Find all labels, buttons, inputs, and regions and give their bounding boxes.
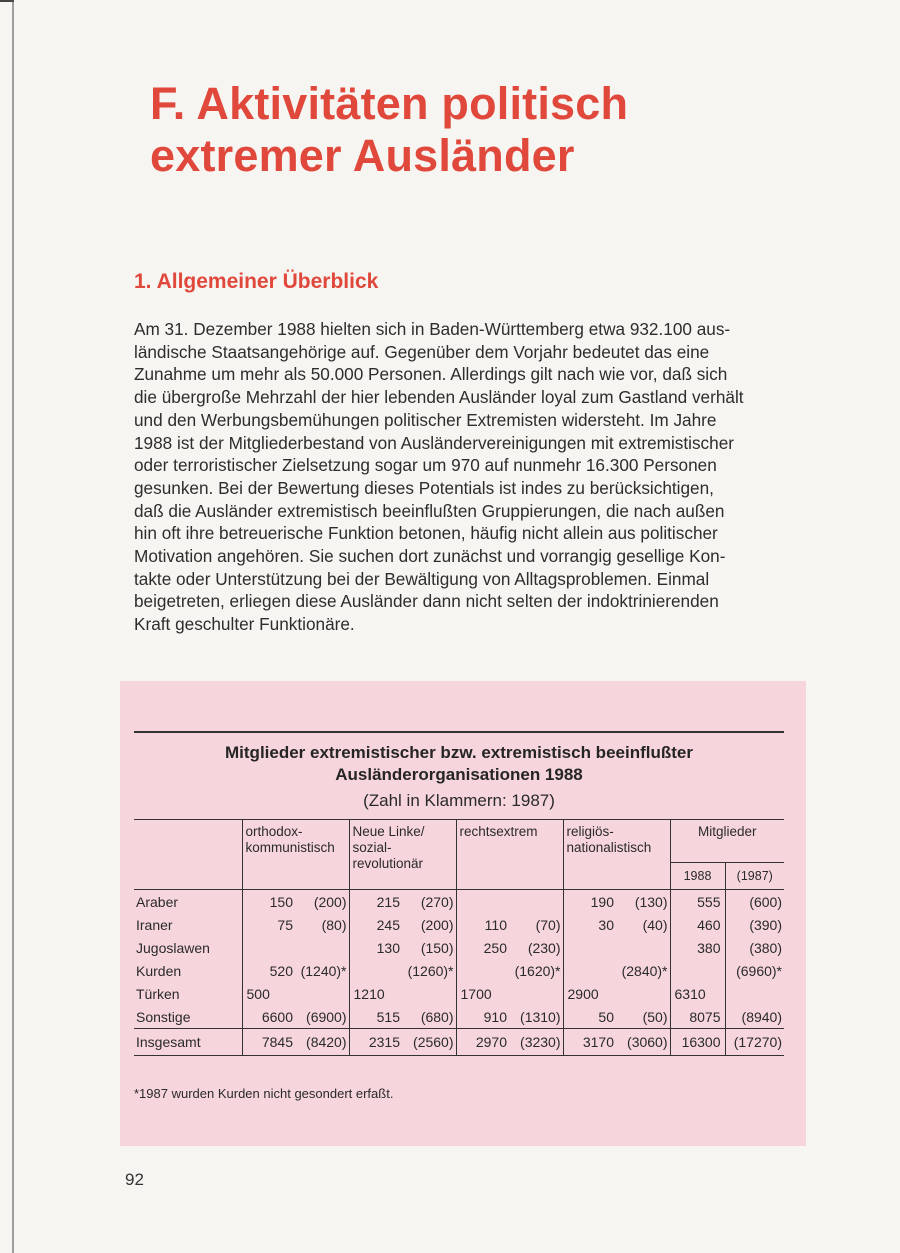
cell <box>725 982 784 1005</box>
cell: 2315 <box>349 1029 404 1056</box>
cell: 16300 <box>670 1029 725 1056</box>
header-year-1987: (1987) <box>725 863 784 890</box>
cell: 75 <box>242 913 297 936</box>
body-line: die übergroße Mehrzahl der hier lebenden Ausländer loyal zum Gastland verhält <box>134 387 744 408</box>
body-line: Kraft geschulter Funktionäre. <box>134 614 355 635</box>
cell <box>563 936 618 959</box>
cell: (8420) <box>297 1029 349 1056</box>
cell <box>456 890 511 914</box>
cell: 245 <box>349 913 404 936</box>
cell: (6960)* <box>725 959 784 982</box>
cell: 8075 <box>670 1005 725 1029</box>
cell <box>563 959 618 982</box>
cell <box>297 936 349 959</box>
table-title <box>134 742 784 786</box>
cell <box>456 959 511 982</box>
cell: 190 <box>563 890 618 914</box>
cell: (17270) <box>725 1029 784 1056</box>
header-mitglieder: Mitglieder <box>670 820 784 863</box>
cell <box>670 959 725 982</box>
table-row <box>134 1005 784 1029</box>
header-orthodox: orthodox- kommunistisch <box>242 820 349 890</box>
cell: (380) <box>725 936 784 959</box>
row-label: Türken <box>136 985 180 1002</box>
cell: (50) <box>642 1008 668 1025</box>
members-table <box>134 819 784 1056</box>
cell <box>618 936 670 959</box>
cell: (200) <box>313 893 347 910</box>
cell: (70) <box>535 916 561 933</box>
cell: (6900) <box>306 1008 347 1025</box>
header-year-1988: 1988 <box>670 863 725 890</box>
table-title-line-1: Mitglieder extremistischer bzw. extremistisch beeinflußter <box>225 743 693 762</box>
cell <box>618 982 670 1005</box>
cell: 910 <box>456 1005 511 1029</box>
body-line: Zunahme um mehr als 50.000 Personen. Allerdings gilt nach wie vor, daß sich <box>134 364 728 385</box>
cell <box>511 982 563 1005</box>
body-line: Am 31. Dezember 1988 hielten sich in Baden-Württemberg etwa 932.100 aus- <box>134 319 731 339</box>
chapter-title <box>150 78 750 182</box>
table-total-row <box>134 1029 784 1056</box>
header-neue-linke: Neue Linke/ sozial- revolutionär <box>349 820 456 890</box>
table-row <box>134 959 784 982</box>
header-rechtsextrem: rechtsextrem <box>456 820 563 890</box>
table-row <box>134 982 784 1005</box>
cell: 130 <box>349 936 404 959</box>
cell: (1310) <box>520 1008 561 1025</box>
cell: 110 <box>456 913 511 936</box>
table-top-rule <box>134 731 784 733</box>
cell: 1210 <box>349 982 404 1005</box>
cell: (1260)* <box>407 962 454 979</box>
cell <box>242 936 297 959</box>
cell: (680) <box>420 1008 454 1025</box>
cell: 150 <box>242 890 297 914</box>
cell: 6310 <box>670 982 725 1005</box>
cell: 215 <box>349 890 404 914</box>
row-label: Insgesamt <box>134 1029 242 1056</box>
cell: 500 <box>242 982 297 1005</box>
section-title: 1. Allgemeiner Überblick <box>134 270 379 293</box>
cell <box>349 959 404 982</box>
cell: 380 <box>670 936 725 959</box>
body-line: beigetreten, erliegen diese Ausländer dann nicht selten der indoktrinierenden <box>134 591 719 612</box>
table-row <box>134 890 784 914</box>
page-edge-line <box>12 0 14 1253</box>
cell: (2840)* <box>621 962 668 979</box>
body-line: oder terroristischer Zielsetzung sogar um 970 auf nunmehr 16.300 Personen <box>134 455 717 476</box>
header-religioes: religiös- nationalistisch <box>563 820 670 890</box>
cell <box>404 982 456 1005</box>
body-line: takte oder Unterstützung bei der Bewältigung von Alltagsproblemen. Einmal <box>134 568 710 589</box>
table-header-row <box>134 820 784 863</box>
cell <box>297 982 349 1005</box>
table-subtitle: (Zahl in Klammern: 1987) <box>363 791 555 810</box>
cell <box>511 890 563 914</box>
cell: 520 <box>242 959 297 982</box>
cell: (600) <box>725 890 784 914</box>
cell: (1620)* <box>514 962 561 979</box>
cell: (2560) <box>404 1029 456 1056</box>
cell: 7845 <box>242 1029 297 1056</box>
cell: (1240)* <box>300 962 347 979</box>
row-label: Jugoslawen <box>136 939 210 956</box>
chapter-title-line-2: extremer Ausländer <box>150 130 575 181</box>
cell: 2970 <box>456 1029 511 1056</box>
body-line: Motivation angehören. Sie suchen dort zunächst und vorrangig gesellige Kon- <box>134 546 726 567</box>
table-row <box>134 913 784 936</box>
cell: 515 <box>349 1005 404 1029</box>
cell: 3170 <box>563 1029 618 1056</box>
body-paragraph <box>134 318 777 636</box>
cell: (40) <box>642 916 668 933</box>
header-corner <box>134 820 242 890</box>
cell: (130) <box>634 893 668 910</box>
table-title-line-2: Ausländerorganisationen 1988 <box>335 765 583 784</box>
cell: (3060) <box>618 1029 670 1056</box>
cell: (270) <box>420 893 454 910</box>
cell: 50 <box>563 1005 618 1029</box>
cell: (230) <box>527 939 561 956</box>
body-line: hin oft ihre betreuerische Funktion betonen, häufig nicht allein aus politischer <box>134 523 718 544</box>
table-row <box>134 936 784 959</box>
cell: 555 <box>670 890 725 914</box>
body-line: und den Werbungsbemühungen politischer Extremisten widersteht. Im Jahre <box>134 409 717 430</box>
row-label: Araber <box>136 893 179 910</box>
row-label: Kurden <box>136 962 182 979</box>
row-label: Iraner <box>136 916 173 933</box>
cell: (150) <box>420 939 454 956</box>
cell: 2900 <box>563 982 618 1005</box>
table-footnote: *1987 wurden Kurden nicht gesondert erfaßt. <box>134 1086 394 1101</box>
body-line: gesunken. Bei der Bewertung dieses Potentials ist indes zu berücksichtigen, <box>134 477 714 498</box>
cell: 30 <box>563 913 618 936</box>
row-label: Sonstige <box>136 1008 191 1025</box>
cell: (8940) <box>725 1005 784 1029</box>
cell: 1700 <box>456 982 511 1005</box>
cell: 6600 <box>242 1005 297 1029</box>
body-line: daß die Ausländer extremistisch beeinflußten Gruppierungen, die nach außen <box>134 500 725 521</box>
cell: (390) <box>725 913 784 936</box>
cell: (80) <box>321 916 347 933</box>
cell: (200) <box>420 916 454 933</box>
cell: 460 <box>670 913 725 936</box>
cell: 250 <box>456 936 511 959</box>
body-line: ländische Staatsangehörige auf. Gegenüber dem Vorjahr bedeutet das eine <box>134 341 710 362</box>
chapter-title-line-1: F. Aktivitäten politisch <box>150 78 629 129</box>
page-number: 92 <box>125 1170 144 1189</box>
body-line: 1988 ist der Mitgliederbestand von Ausländervereinigungen mit extremistischer <box>134 432 734 453</box>
cell: (3230) <box>511 1029 563 1056</box>
